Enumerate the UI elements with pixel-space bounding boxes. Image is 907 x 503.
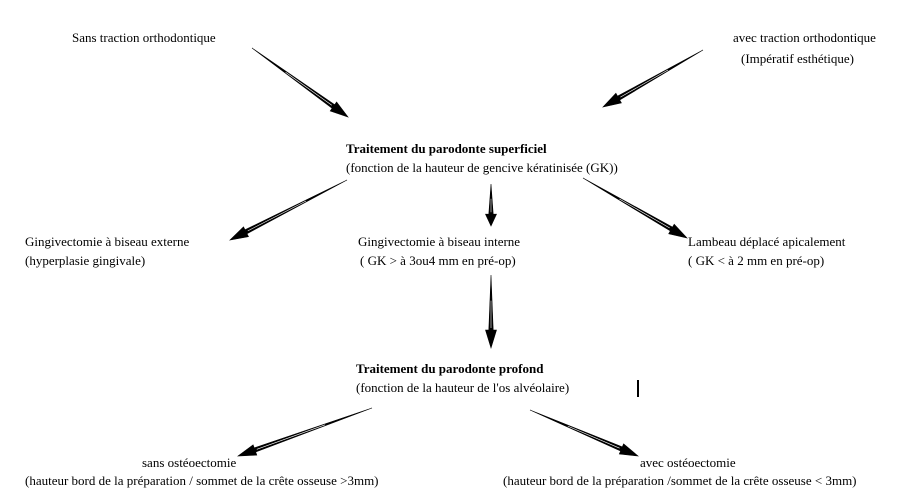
arrow-sans-osteo-highlight	[257, 425, 325, 450]
sans-traction-label: Sans traction orthodontique	[72, 30, 216, 45]
avec-traction-label: avec traction orthodontique	[733, 30, 876, 45]
text-cursor	[637, 380, 639, 397]
arrow-avec-traction-highlight	[620, 70, 668, 97]
external-bevel-label: Gingivectomie à biseau externe	[25, 234, 190, 249]
apical-flap-label: Lambeau déplacé apicalement	[688, 234, 846, 249]
superficial-subtitle: (fonction de la hauteur de gencive kératinisée (GK))	[346, 160, 618, 175]
avec-osteoectomie-note: (hauteur bord de la préparation /sommet de la crête osseuse < 3mm)	[503, 473, 857, 488]
arrow-avec-osteo-highlight	[568, 426, 620, 448]
deep-title: Traitement du parodonte profond	[356, 361, 544, 376]
external-bevel-note: (hyperplasie gingivale)	[25, 253, 146, 268]
avec-osteoectomie-label: avec ostéoectomie	[640, 455, 736, 470]
internal-bevel-note: ( GK > à 3ou4 mm en pré-op)	[360, 253, 516, 268]
sans-osteoectomie-note: (hauteur bord de la préparation / sommet de la crête osseuse >3mm)	[25, 473, 379, 488]
arrow-sans-traction-highlight	[286, 72, 332, 105]
superficial-title: Traitement du parodonte superficiel	[346, 141, 547, 156]
sans-osteoectomie-label: sans ostéoectomie	[142, 455, 237, 470]
arrow-to-flap-highlight	[619, 199, 669, 228]
deep-subtitle: (fonction de la hauteur de l'os alvéolaire)	[356, 380, 570, 395]
apical-flap-note: ( GK < à 2 mm en pré-op)	[688, 253, 825, 268]
internal-bevel-label: Gingivectomie à biseau interne	[358, 234, 521, 249]
arrow-to-external-highlight	[248, 201, 306, 231]
imperatif-esthetique-label: (Impératif esthétique)	[741, 51, 854, 66]
